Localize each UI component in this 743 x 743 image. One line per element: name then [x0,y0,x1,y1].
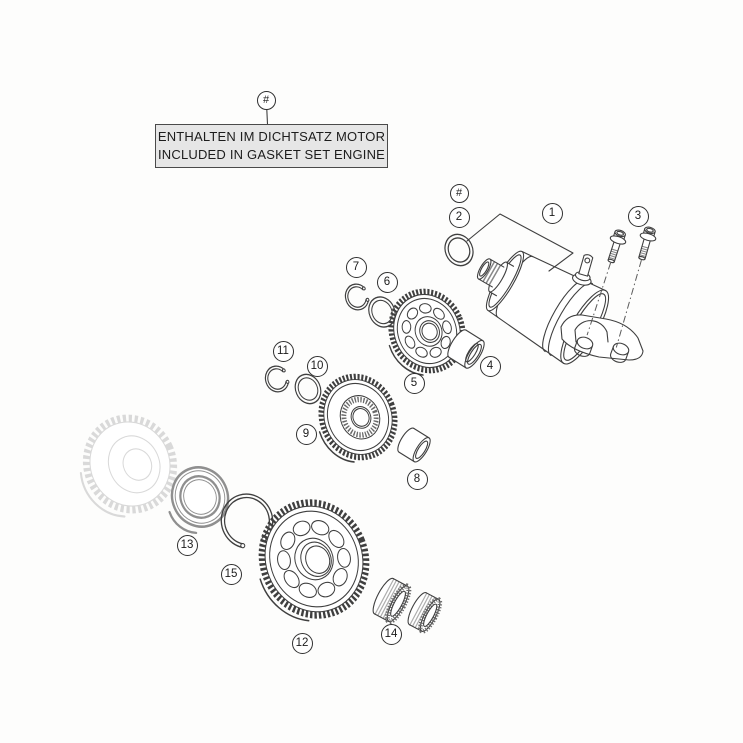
callout-10[interactable]: 10 [307,356,328,377]
part-bolt-3a [603,228,629,265]
note-line-english: INCLUDED IN GASKET SET ENGINE [157,147,386,162]
callout-7[interactable]: 7 [346,257,367,278]
note-line-german: ENTHALTEN IM DICHTSATZ MOTOR [157,129,386,144]
callout-15[interactable]: 15 [221,564,242,585]
part-bushing-8 [395,426,434,465]
part-circlip-11 [262,363,291,394]
part-o-ring-2 [440,230,478,270]
callout-6[interactable]: 6 [377,272,398,293]
callout-9[interactable]: 9 [296,424,317,445]
callout-8[interactable]: 8 [407,469,428,490]
part-primary-gear-12 [239,487,383,634]
motor-terminal [571,252,598,287]
callout-3[interactable]: 3 [628,206,649,227]
callout-11[interactable]: 11 [273,341,294,362]
part-bolt-3b [634,225,659,261]
callout-13[interactable]: 13 [177,535,198,556]
part-needle-bearing-14b [405,590,444,634]
note-box [155,124,388,168]
callout-2[interactable]: 2 [449,207,470,228]
part-ghost-gear [65,405,188,527]
part-circlip-7 [342,281,371,312]
callout-1[interactable]: 1 [542,203,563,224]
part-idler-gear-9 [304,365,406,470]
callout-12[interactable]: 12 [292,633,313,654]
callout-5[interactable]: 5 [404,373,425,394]
leader-line-note [267,108,268,125]
callout-hash-note[interactable]: # [257,91,276,110]
part-needle-bearing-14a [369,576,413,624]
callout-14[interactable]: 14 [381,624,402,645]
callout-hash-oring[interactable]: # [450,184,469,203]
callout-4[interactable]: 4 [480,356,501,377]
